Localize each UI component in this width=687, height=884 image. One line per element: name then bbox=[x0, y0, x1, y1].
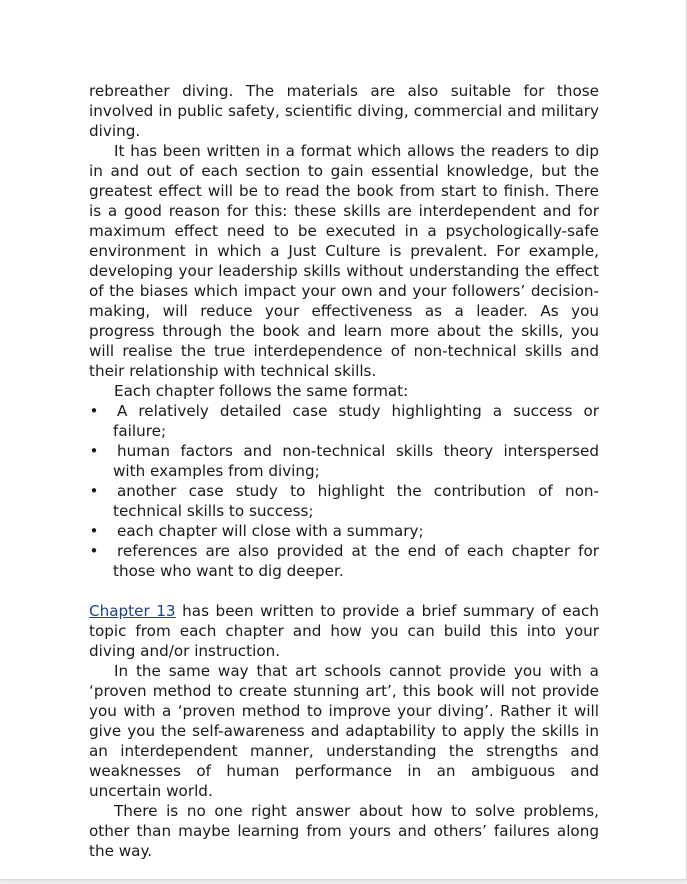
list-item bbox=[89, 401, 599, 441]
list-item bbox=[89, 541, 599, 581]
chapter-13-text: has been written to provide a brief summary of each topic from each chapter and how you can build this into your diving and/or instruction. bbox=[89, 602, 600, 660]
paragraph-chapter-13 bbox=[89, 601, 599, 661]
paragraph-spacer bbox=[89, 581, 599, 601]
paragraph-chapter-format: Each chapter follows the same format: bbox=[114, 382, 409, 400]
bullet-icon: • bbox=[89, 542, 99, 560]
list-item-text: human factors and non-technical skills theory interspersed with examples from diving; bbox=[113, 442, 599, 480]
bullet-icon: • bbox=[89, 522, 99, 540]
bullet-icon: • bbox=[89, 482, 99, 500]
paragraph-art-schools: In the same way that art schools cannot provide you with a ‘proven method to create stunning art’, this book will not provide you with a ‘proven method to improve your diving’. Rather it will give you the self-awareness and adaptability to apply the skills in an interdependent manner, understanding the strengths and weaknesses of human performance in an ambiguous and uncertain world. bbox=[89, 662, 599, 800]
list-item-text: another case study to highlight the contribution of non-technical skills to success; bbox=[113, 482, 599, 520]
list-item bbox=[89, 521, 599, 541]
bullet-icon: • bbox=[89, 402, 99, 420]
list-item-text: each chapter will close with a summary; bbox=[117, 522, 424, 540]
paragraph-format: It has been written in a format which allows the readers to dip in and out of each section to gain essential knowledge, but the greatest effect will be to read the book from start to finish. There is a good reason for this: these skills are interdependent and for maximum effect need to be executed in a psychologically-safe environment in which a Just Culture is prevalent. For example, developing your leadership skills without understanding the effect of the biases which impact your own and your followers’ decision-making, will reduce your effectiveness as a leader. As you progress through the book and learn more about the skills, you will realise the true interdependence of non-technical skills and their relationship with technical skills. bbox=[89, 142, 599, 380]
list-item bbox=[89, 441, 599, 481]
page-content bbox=[89, 81, 599, 861]
chapter-format-list bbox=[89, 401, 599, 581]
paragraph-intro: rebreather diving. The materials are also suitable for those involved in public safety, scientific diving, commercial and military diving. bbox=[89, 82, 599, 140]
list-item-text: references are also provided at the end of each chapter for those who want to dig deeper. bbox=[113, 542, 599, 580]
bullet-icon: • bbox=[89, 442, 99, 460]
paragraph-closing: There is no one right answer about how to solve problems, other than maybe learning from yours and others’ failures along the way. bbox=[89, 802, 599, 860]
list-item-text: A relatively detailed case study highlighting a success or failure; bbox=[113, 402, 599, 440]
chapter-13-link[interactable]: Chapter 13 bbox=[89, 602, 176, 620]
list-item bbox=[89, 481, 599, 521]
